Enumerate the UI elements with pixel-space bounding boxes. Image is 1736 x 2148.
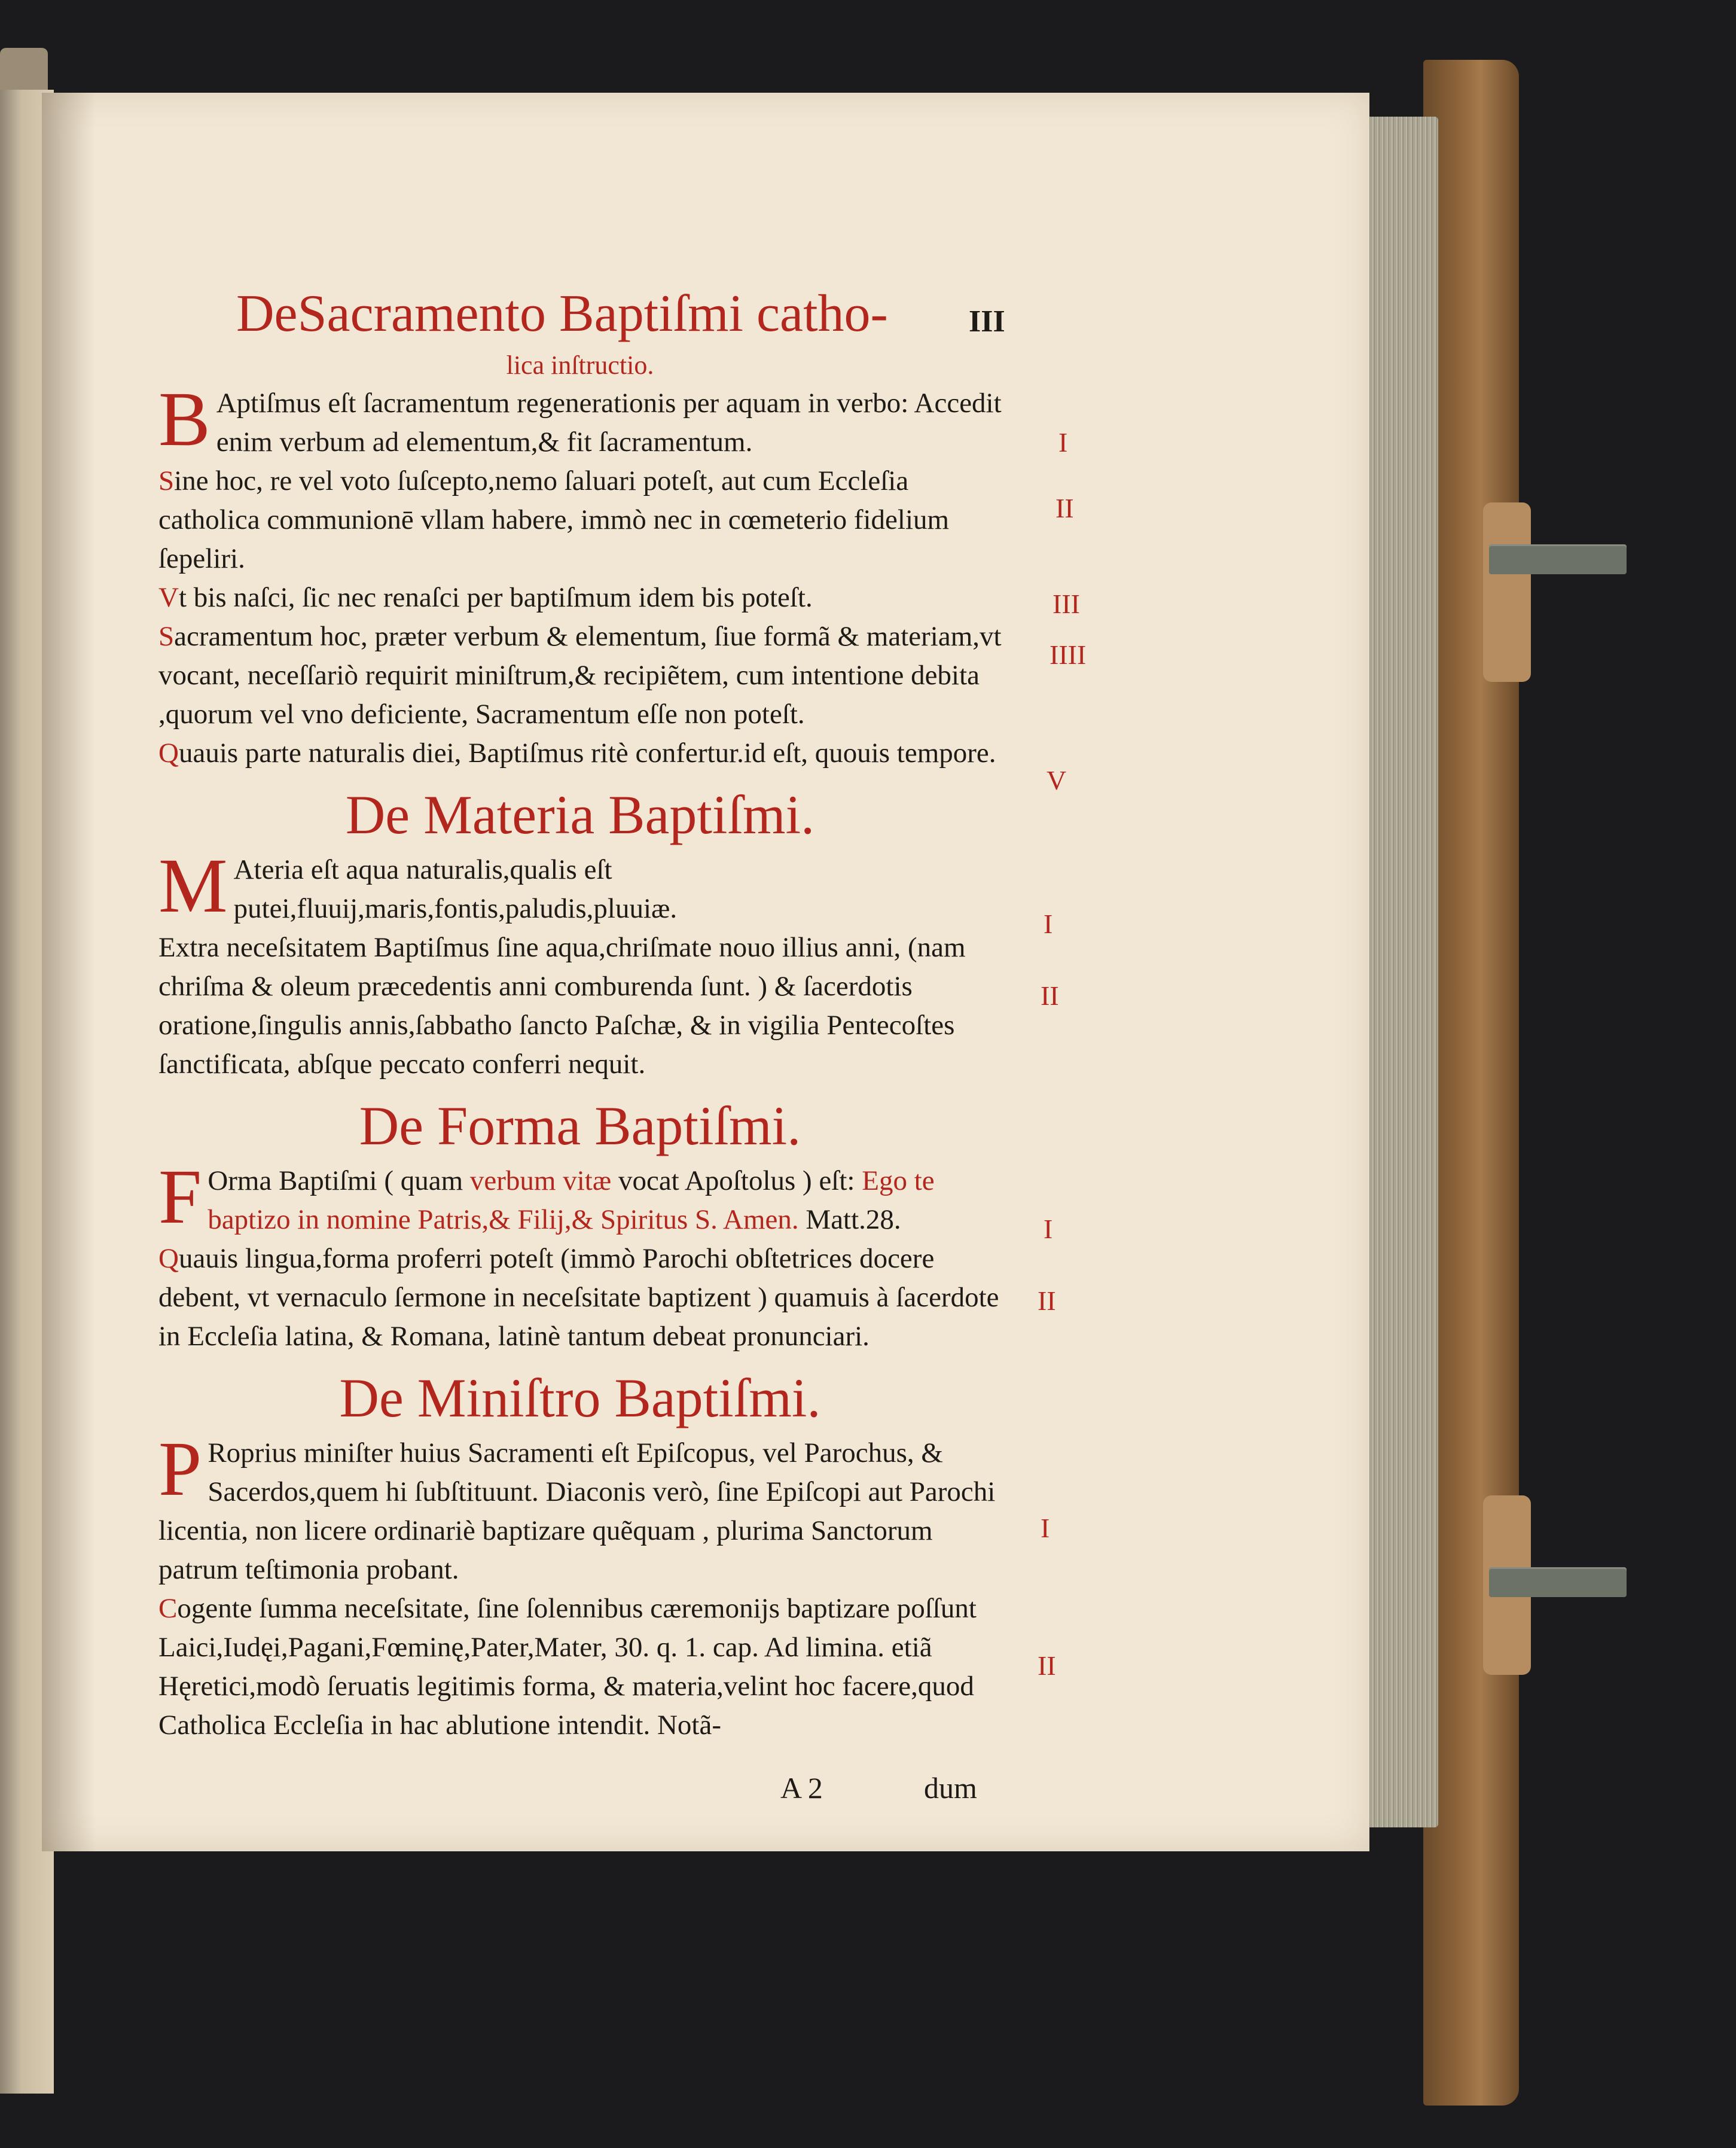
drop-cap: M <box>158 843 228 929</box>
initial-letter: Q <box>158 738 179 769</box>
section-heading: De Forma Baptiſmi. <box>359 1095 801 1156</box>
drop-cap: B <box>158 376 210 462</box>
page-subtitle: lica inſtructio. <box>506 351 654 380</box>
marginal-numeral: IIII <box>1049 639 1087 670</box>
paragraph <box>158 1239 1002 1356</box>
paragraph-text: uauis parte naturalis diei, Baptiſmus ritè confertur.id eſt, quouis tempore. <box>178 738 996 769</box>
page-text <box>158 281 1002 1745</box>
marginal-numeral: I <box>1058 427 1068 458</box>
clasp-upper <box>1489 544 1627 574</box>
paragraph <box>158 734 1002 773</box>
paragraph-text: Aptiſmus eſt ſacramentum regenerationis per aquam in verbo: Accedit enim verbum ad elementum,& fit ſacramentum. <box>216 388 1002 458</box>
paragraph-text: Roprius miniſter huius Sacramenti eſt Epiſcopus, vel Parochus, & Sacerdos,quem hi ſubſtituunt. Diaconis verò, ſine Epiſcopi aut Parochi licentia, non licere ordinariè baptizare quẽquam , plurima Sanctorum patrum teſtimonia probant. <box>158 1437 996 1585</box>
marginal-numeral: I <box>1041 1513 1050 1543</box>
marginal-numeral: II <box>1038 1285 1056 1316</box>
catchword: dum <box>924 1771 977 1805</box>
paragraph-text: ogente ſumma neceſsitate, ſine ſolennibus cæremonijs baptizare poſſunt Laici,Iudęi,Pagani,Fœminę,Pater,Mater, 30. q. 1. cap. Ad limina. etiã Hęretici,modò ſeruatis legitimis forma, & materia,velint hoc facere,quod Catholica Eccleſia in hac ablutione intendit. Notã- <box>158 1593 977 1741</box>
paragraph <box>158 578 1002 617</box>
page-title: DeSacramento Baptiſmi catho- <box>236 285 888 343</box>
paragraph <box>158 462 1002 578</box>
marginal-numeral: I <box>1044 909 1053 939</box>
paragraph-text: uauis lingua,forma proferri poteſt (immò Parochi obſtetrices docere debent, vt vernaculo ſermone in neceſsitate baptizent ) quamuis à ſacerdote in Eccleſia latina, & Romana, latinè tantum debeat pronunciari. <box>158 1243 999 1352</box>
folio-number: III <box>969 304 1005 339</box>
clasp-lower <box>1489 1567 1627 1597</box>
section-heading: De Materia Baptiſmi. <box>345 784 815 845</box>
paragraph-text: Extra neceſsitatem Baptiſmus ſine aqua,chriſmate nouo illius anni, (nam chriſma & oleum præcedentis anni comburenda ſunt. ) & ſacerdotis oratione,ſingulis annis,ſabbatho ſancto Paſchæ, & in vigilia Pentecoſtes ſanctificata, abſque peccato conferri nequit. <box>158 932 966 1080</box>
paragraph-text: vocat Apoſtolus ) eſt: <box>618 1165 855 1196</box>
section-heading: De Miniſtro Baptiſmi. <box>339 1367 821 1428</box>
paragraph-text: acramentum hoc, præter verbum & elementum, ſiue formã & materiam,vt vocant, neceſſariò requirit miniſtrum,& recipiẽtem, cum intentione debita ,quorum vel vno deficiente, Sacramentum eſſe non poteſt. <box>158 621 1002 730</box>
paragraph-text: Orma Baptiſmi ( quam <box>208 1165 463 1196</box>
paragraph <box>158 843 1002 929</box>
paragraph-text: t bis naſci, ſic nec renaſci per baptiſmum idem bis poteſt. <box>178 582 813 613</box>
paragraph <box>158 376 1002 462</box>
initial-letter: Q <box>158 1243 179 1274</box>
marginal-numeral: II <box>1055 493 1074 523</box>
marginal-numeral: V <box>1047 765 1067 796</box>
paragraph <box>158 1589 1002 1745</box>
paragraph <box>158 617 1002 734</box>
signature-mark: A 2 <box>780 1771 823 1805</box>
clasp-mount-upper <box>1483 502 1531 682</box>
paragraph <box>158 928 1002 1084</box>
paragraph-text: Ateria eſt aqua naturalis,qualis eſt putei,fluuij,maris,fontis,paludis,pluuiæ. <box>233 854 678 924</box>
initial-letter: V <box>158 582 179 613</box>
paragraph <box>158 1154 1002 1240</box>
rubricated-formula: Ego te baptizo in nomine Patris,& Filij,& Spiritus S. Amen. <box>208 1165 935 1235</box>
drop-cap: F <box>158 1154 202 1240</box>
initial-letter: S <box>158 621 175 652</box>
paragraph-text: ine hoc, re vel voto ſuſcepto,nemo ſaluari poteſt, aut cum Eccleſia catholica communionē vllam habere, immò nec in cœmeterio fidelium ſepeliri. <box>158 465 950 574</box>
citation: Matt.28. <box>806 1204 901 1235</box>
paragraph <box>158 1426 1002 1589</box>
initial-letter: C <box>158 1593 178 1624</box>
drop-cap: P <box>158 1426 202 1512</box>
marginal-numeral: II <box>1041 980 1059 1011</box>
marginal-numeral: II <box>1038 1650 1056 1681</box>
marginal-numeral: I <box>1044 1214 1053 1244</box>
initial-letter: S <box>158 465 175 496</box>
marginal-numeral: III <box>1052 589 1080 619</box>
gutter-shadow <box>42 93 96 1851</box>
page-edges <box>1366 117 1438 1827</box>
rubricated-phrase: verbum vitæ <box>469 1165 612 1196</box>
